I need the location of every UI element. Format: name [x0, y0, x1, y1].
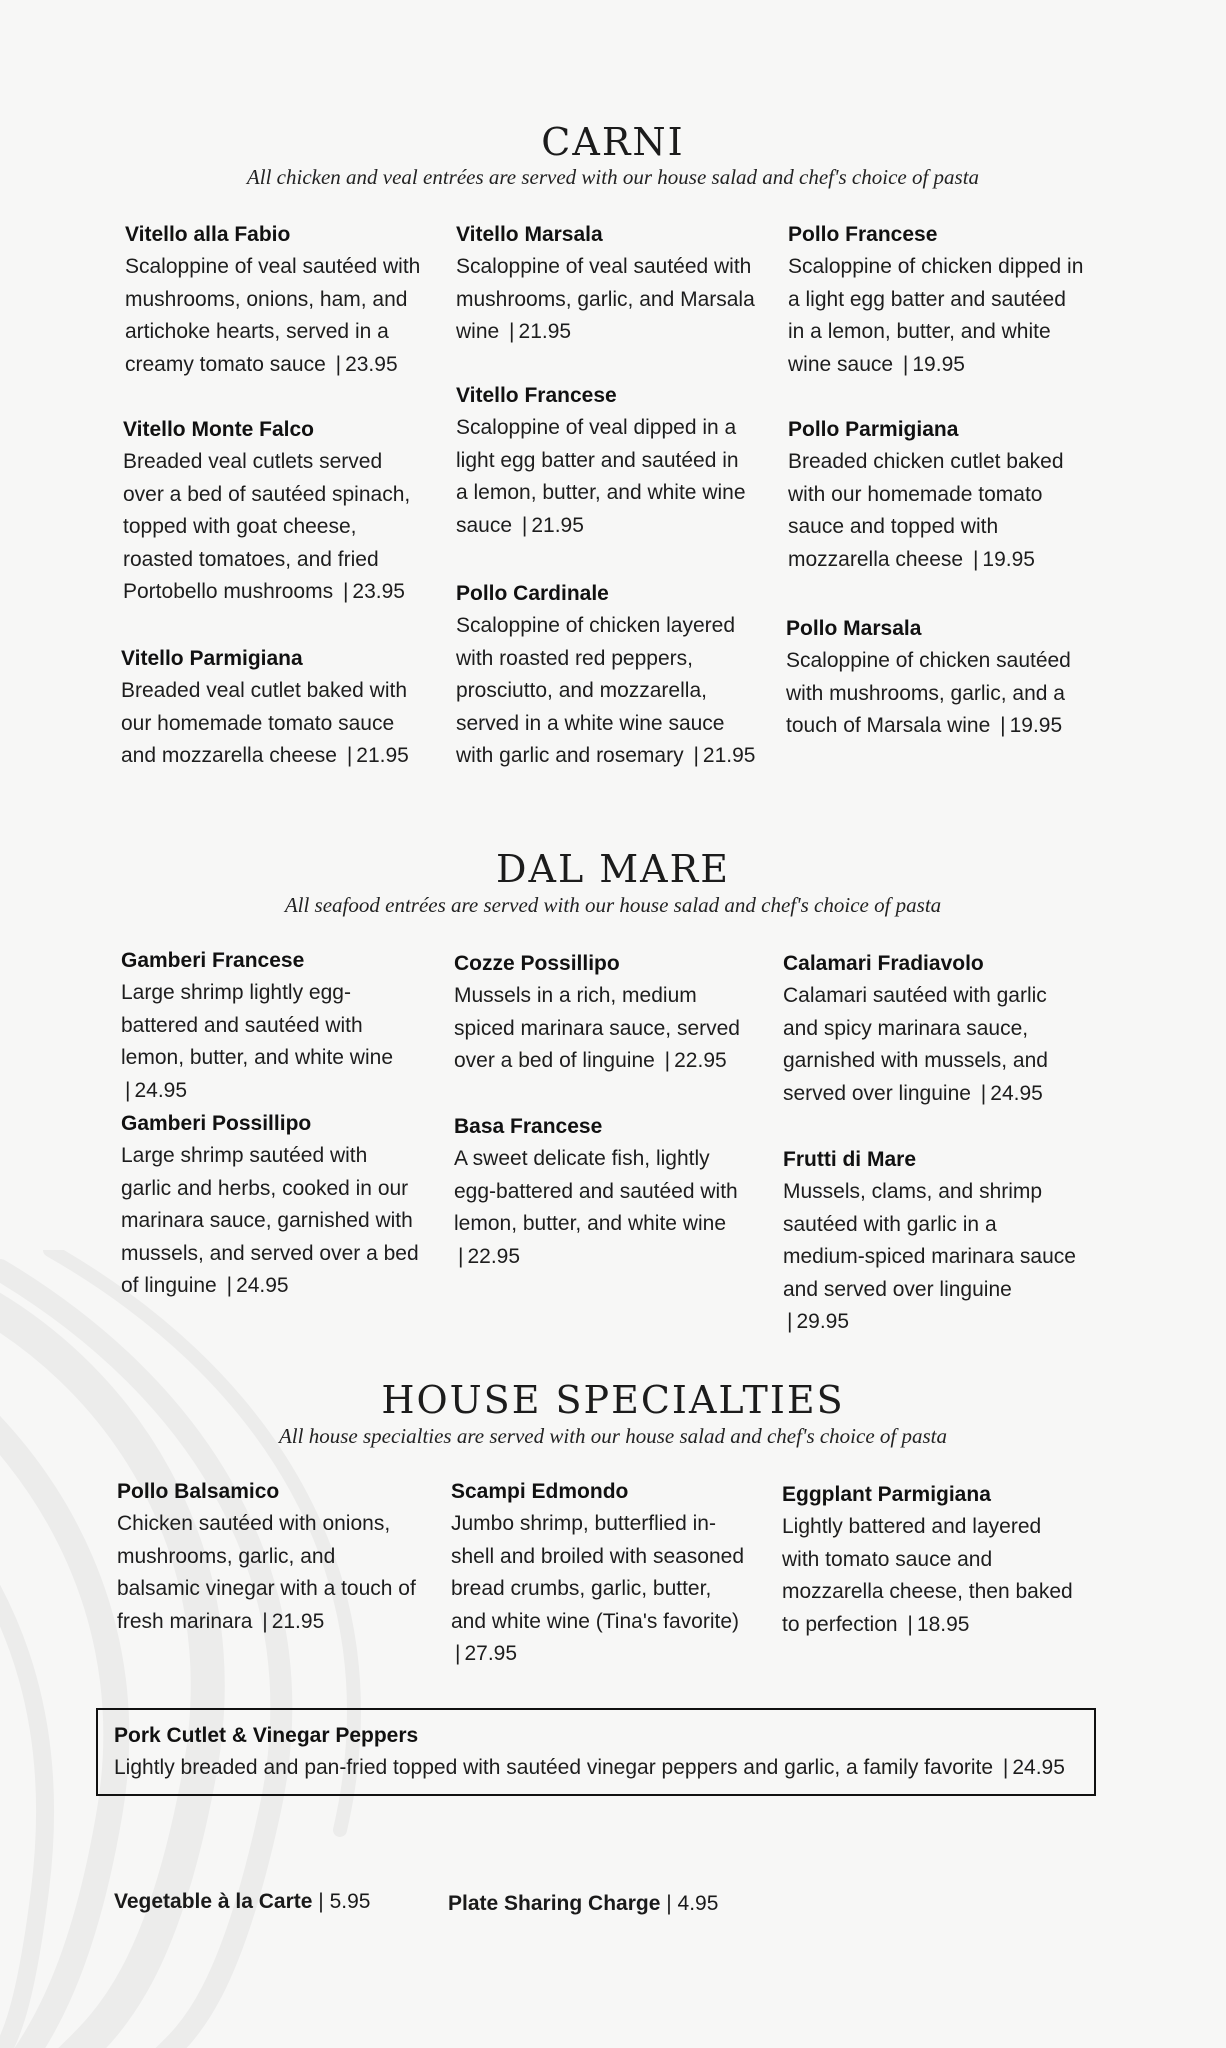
menu-item [121, 643, 421, 773]
extra-price: 4.95 [677, 1892, 719, 1915]
menu-item [782, 1479, 1082, 1641]
item-description: Lightly battered and layered with tomato sauce and mozzarella cheese, then baked to perfection | 18.95 [782, 1515, 1073, 1636]
item-name: Cozze Possillipo [454, 952, 620, 975]
item-name: Pollo Balsamico [117, 1480, 280, 1503]
item-price: 19.95 [1009, 714, 1063, 737]
menu-item [123, 414, 423, 609]
menu-item [456, 219, 756, 349]
featured-item-box [96, 1708, 1096, 1796]
section-subtitle-house-specialties: All house specialties are served with our house salad and chef's choice of pasta [278, 1424, 948, 1448]
menu-item [788, 414, 1088, 576]
item-name: Gamberi Francese [121, 949, 305, 972]
menu-item [786, 613, 1086, 743]
menu-item [125, 219, 425, 381]
menu-item [783, 1144, 1083, 1339]
item-name: Gamberi Possillipo [121, 1112, 312, 1135]
item-name: Vitello Monte Falco [123, 418, 314, 441]
item-name: Vitello Marsala [456, 223, 603, 246]
menu-item [456, 578, 756, 773]
item-price: 23.95 [352, 580, 405, 603]
item-price: 21.95 [518, 320, 572, 343]
item-price: 18.95 [916, 1612, 970, 1636]
item-name: Frutti di Mare [783, 1148, 917, 1171]
extra-name: Vegetable à la Carte [114, 1890, 313, 1913]
item-name: Pork Cutlet & Vinegar Peppers [114, 1724, 419, 1747]
menu-item [456, 380, 756, 542]
section-title-house-specialties: HOUSE SPECIALTIES [381, 1378, 845, 1422]
item-price: 19.95 [982, 547, 1035, 571]
item-name: Vitello alla Fabio [125, 223, 291, 246]
item-name: Pollo Parmigiana [788, 418, 959, 441]
item-price: 23.95 [345, 352, 398, 376]
item-price: 24.95 [990, 1081, 1043, 1105]
item-description: Breaded chicken cutlet baked with our homemade tomato sauce and topped with mozzarella cheese | 19.95 [788, 450, 1064, 571]
item-name: Pollo Cardinale [456, 582, 609, 605]
item-name: Pollo Francese [788, 223, 938, 246]
item-description: Scaloppine of veal sautéed with mushrooms, garlic, and Marsala wine | 21.95 [456, 255, 755, 343]
item-description: Scaloppine of chicken sautéed with mushrooms, garlic, and a touch of Marsala wine | 19.95 [786, 649, 1071, 737]
item-price: 24.95 [236, 1274, 289, 1297]
item-description: Chicken sautéed with onions, mushrooms, garlic, and balsamic vinegar with a touch of fresh marinara | 21.95 [117, 1512, 416, 1633]
item-price: 24.95 [1012, 1756, 1065, 1779]
menu-item [451, 1476, 751, 1671]
item-name: Pollo Marsala [786, 617, 922, 640]
item-description: Large shrimp lightly egg-battered and sautéed with lemon, butter, and white wine | 24.95 [121, 981, 393, 1102]
item-name: Vitello Francese [456, 384, 617, 407]
item-description: Scaloppine of chicken dipped in a light egg batter and sautéed in a lemon, butter, and white wine sauce | 19.95 [788, 255, 1084, 376]
item-name: Calamari Fradiavolo [783, 952, 984, 975]
menu-item [788, 219, 1088, 381]
item-price: 27.95 [464, 1642, 518, 1665]
item-price: 19.95 [912, 352, 965, 376]
menu-item [117, 1476, 417, 1638]
menu-item [454, 1111, 754, 1273]
item-name: Basa Francese [454, 1115, 603, 1138]
item-price: 22.95 [674, 1049, 727, 1072]
item-name: Scampi Edmondo [451, 1480, 629, 1503]
item-price: 24.95 [134, 1078, 188, 1102]
extra-name: Plate Sharing Charge [448, 1892, 661, 1915]
item-price: 22.95 [467, 1244, 521, 1268]
item-price: 29.95 [796, 1310, 850, 1333]
extra-item: Plate Sharing Charge | 4.95 [448, 1892, 719, 1915]
item-description: Mussels in a rich, medium spiced marinara sauce, served over a bed of linguine | 22.95 [454, 984, 740, 1072]
section-subtitle-dal-mare: All seafood entrées are served with our house salad and chef's choice of pasta [284, 893, 942, 917]
item-description: Mussels, clams, and shrimp sautéed with garlic in a medium-spiced marinara sauce and served over linguine | 29.95 [783, 1180, 1076, 1333]
menu-item [783, 948, 1083, 1110]
menu-item [121, 1108, 421, 1303]
decorative-swirl [0, 1250, 460, 2048]
item-price: 21.95 [702, 744, 756, 767]
item-description: A sweet delicate fish, lightly egg-battered and sautéed with lemon, butter, and white wine | 22.95 [454, 1147, 738, 1268]
menu-item [454, 948, 754, 1078]
item-name: Eggplant Parmigiana [782, 1483, 991, 1506]
item-description: Jumbo shrimp, butterflied in-shell and broiled with seasoned bread crumbs, garlic, butter, and white wine (Tina's favorite) | 27.95 [451, 1512, 745, 1665]
extra-price: 5.95 [329, 1890, 371, 1913]
item-price: 21.95 [271, 1609, 325, 1633]
menu-item [121, 945, 421, 1107]
section-title-carni: CARNI [541, 120, 685, 164]
item-description: Calamari sautéed with garlic and spicy marinara sauce, garnished with mussels, and served over linguine | 24.95 [783, 984, 1048, 1105]
item-description: Large shrimp sautéed with garlic and herbs, cooked in our marinara sauce, garnished with mussels, and served over a bed of linguine | 24.95 [121, 1144, 419, 1297]
item-description: Breaded veal cutlets served over a bed of sautéed spinach, topped with goat cheese, roasted tomatoes, and fried Portobello mushrooms | 23.95 [123, 450, 411, 603]
item-description: Scaloppine of veal dipped in a light egg batter and sautéed in a lemon, butter, and white wine sauce | 21.95 [456, 416, 746, 537]
section-subtitle-carni: All chicken and veal entrées are served with our house salad and chef's choice of pasta [246, 165, 980, 189]
item-description: Breaded veal cutlet baked with our homemade tomato sauce and mozzarella cheese | 21.95 [121, 679, 409, 767]
item-description: Scaloppine of veal sautéed with mushrooms, onions, ham, and artichoke hearts, served in a creamy tomato sauce | 23.95 [125, 255, 421, 376]
item-price: 21.95 [531, 513, 584, 537]
extra-item: Vegetable à la Carte | 5.95 [114, 1890, 371, 1913]
item-description: Lightly breaded and pan-fried topped with sautéed vinegar peppers and garlic, a family favorite | 24.95 [114, 1756, 1065, 1779]
item-price: 21.95 [356, 744, 409, 767]
section-title-dal-mare: DAL MARE [496, 847, 730, 891]
item-description: Scaloppine of chicken layered with roasted red peppers, prosciutto, and mozzarella, served in a white wine sauce with garlic and rosemary | 21.95 [456, 614, 756, 767]
item-name: Vitello Parmigiana [121, 647, 303, 670]
